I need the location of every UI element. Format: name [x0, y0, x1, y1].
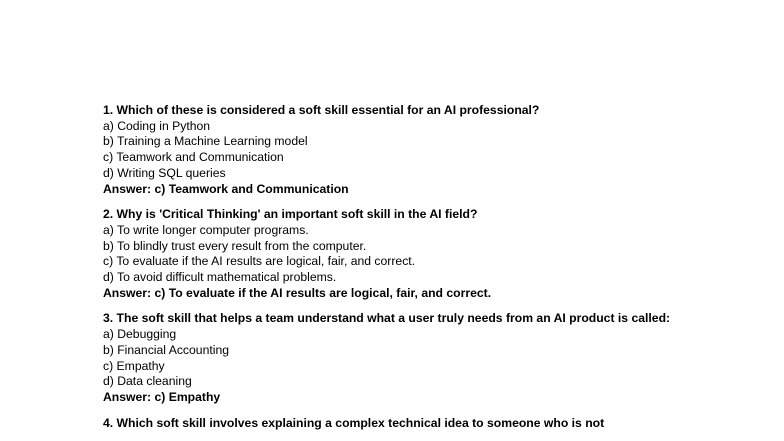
option-b: b) Financial Accounting [103, 342, 230, 357]
question-title: 2. Why is 'Critical Thinking' an important soft skill in the AI field? [103, 207, 478, 222]
question-4 [103, 416, 723, 432]
question-2 [103, 207, 723, 301]
option-d: d) Writing SQL queries [103, 165, 226, 180]
option-a: a) Debugging [103, 327, 177, 342]
option-d: d) Data cleaning [103, 374, 192, 389]
question-title: 3. The soft skill that helps a team understand what a user truly needs from an AI product is called: [103, 311, 671, 326]
answer-line: Answer: c) To evaluate if the AI results are logical, fair, and correct. [103, 285, 492, 300]
question-1 [103, 103, 723, 197]
answer-line: Answer: c) Empathy [103, 389, 221, 404]
question-3 [103, 311, 723, 405]
option-b: b) To blindly trust every result from the computer. [103, 238, 367, 253]
document-page [103, 103, 723, 441]
option-b: b) Training a Machine Learning model [103, 134, 308, 149]
option-a: a) Coding in Python [103, 118, 211, 133]
question-title: 1. Which of these is considered a soft skill essential for an AI professional? [103, 103, 540, 117]
option-c: c) Teamwork and Communication [103, 150, 284, 165]
option-d: d) To avoid difficult mathematical problems. [103, 270, 337, 285]
option-c: c) To evaluate if the AI results are logical, fair, and correct. [103, 254, 416, 269]
question-title: 4. Which soft skill involves explaining a complex technical idea to someone who is not [103, 415, 605, 430]
option-a: a) To write longer computer programs. [103, 222, 309, 237]
option-c: c) Empathy [103, 358, 165, 373]
answer-line: Answer: c) Teamwork and Communication [103, 181, 349, 196]
